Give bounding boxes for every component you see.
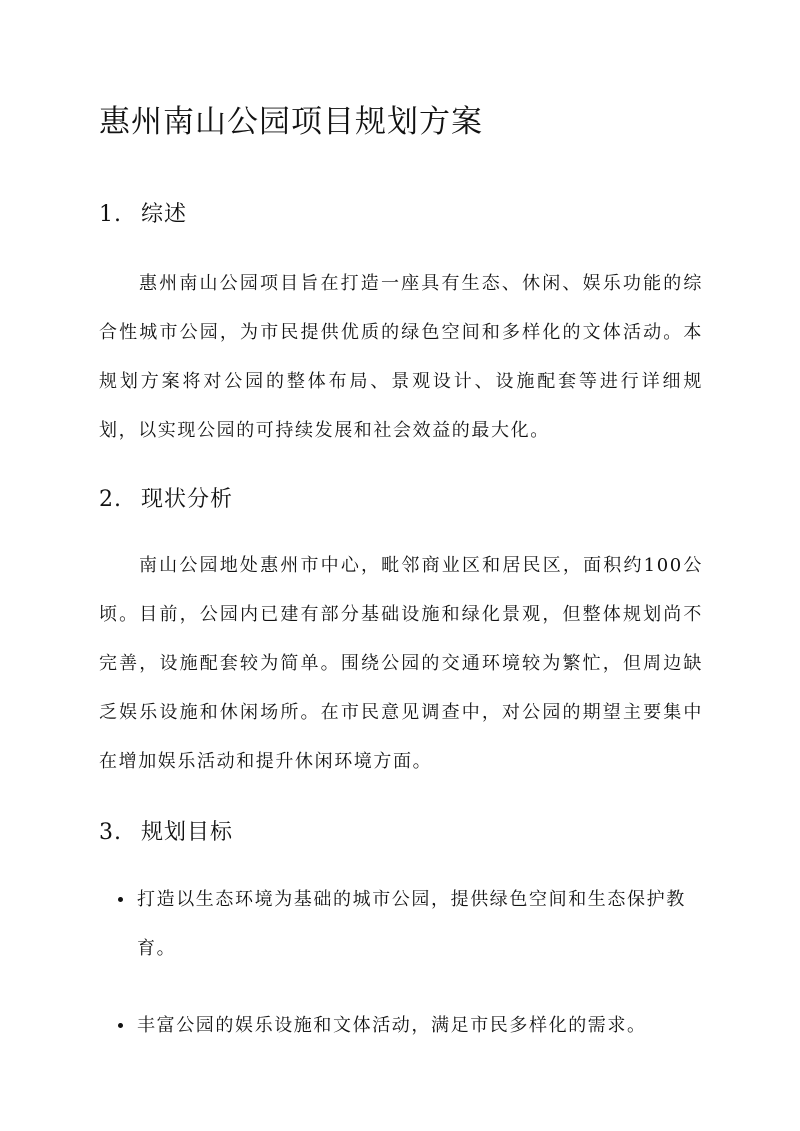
section-heading-1 bbox=[99, 197, 187, 228]
list-item bbox=[99, 875, 703, 973]
section-number: 1. bbox=[99, 202, 122, 227]
section-title: 综述 bbox=[141, 202, 188, 227]
section-title: 现状分析 bbox=[141, 487, 234, 512]
section-paragraph-2: 南山公园地处惠州市中心，毗邻商业区和居民区，面积约100公顷。目前，公园内已建有部分基础设施和绿化景观，但整体规划尚不完善，设施配套较为简单。围绕公园的交通环境较为繁忙，但周边缺乏娱乐设施和休闲场所。在市民意见调查中，对公园的期望主要集中在增加娱乐活动和提升休闲环境方面。 bbox=[99, 555, 703, 772]
bullet-icon bbox=[118, 1023, 123, 1028]
bullet-icon bbox=[118, 897, 123, 902]
section-paragraph-1: 惠州南山公园项目旨在打造一座具有生态、休闲、娱乐功能的综合性城市公园，为市民提供优质的绿色空间和多样化的文体活动。本规划方案将对公园的整体布局、景观设计、设施配套等进行详细规划，以实现公园的可持续发展和社会效益的最大化。 bbox=[99, 273, 703, 441]
section-number: 3. bbox=[99, 820, 122, 845]
list-item-text: 打造以生态环境为基础的城市公园，提供绿色空间和生态保护教育。 bbox=[137, 889, 686, 959]
list-item-text: 丰富公园的娱乐设施和文体活动，满足市民多样化的需求。 bbox=[137, 1015, 647, 1036]
document-title: 惠州南山公园项目规划方案 bbox=[99, 104, 483, 140]
section-number: 2. bbox=[99, 487, 122, 512]
goal-list bbox=[99, 875, 703, 1078]
list-item bbox=[99, 1001, 703, 1050]
section-heading-3 bbox=[99, 815, 233, 846]
section-heading-2 bbox=[99, 482, 233, 513]
section-title: 规划目标 bbox=[141, 820, 234, 845]
